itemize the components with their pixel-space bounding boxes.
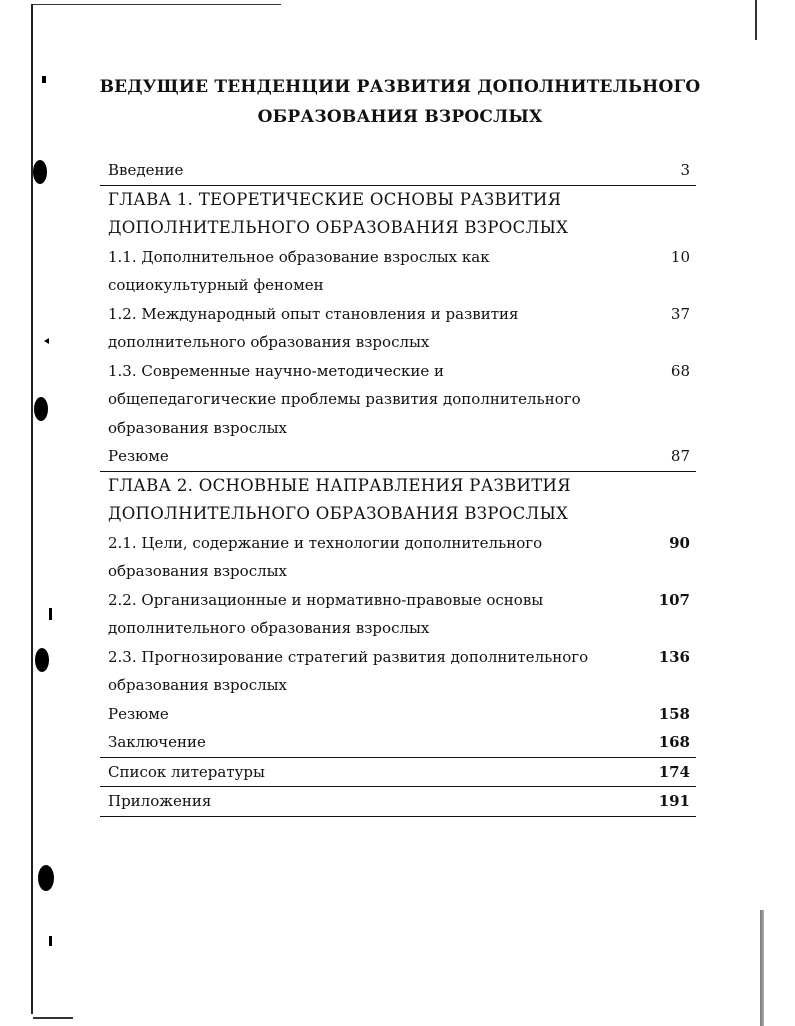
- punch-hole: [38, 865, 54, 891]
- toc-entry-page: 10: [670, 247, 690, 266]
- toc-entry-label-line: 1.2. Международный опыт становления и развития: [108, 304, 519, 323]
- toc-entry-label: Резюме: [108, 447, 169, 465]
- toc-entry-label-line: 2.3. Прогнозирование стратегий развития дополнительного: [108, 647, 589, 666]
- toc-entry-page: 107: [658, 590, 690, 609]
- chapter-1-heading-line-2: ДОПОЛНИТЕЛЬНОГО ОБРАЗОВАНИЯ ВЗРОСЛЫХ: [108, 218, 569, 237]
- toc-entry-label-line: дополнительного образования взрослых: [108, 619, 430, 637]
- toc-entry-page: 68: [670, 361, 690, 380]
- chapter-2-heading[interactable]: [100, 472, 696, 529]
- toc-entry-label-line: 2.2. Организационные и нормативно-правовые основы: [108, 590, 544, 609]
- scan-speck: [49, 608, 52, 620]
- toc-entry-page: 168: [658, 733, 690, 751]
- toc-entry-label: [108, 357, 581, 443]
- toc-entry-label-line: социокультурный феномен: [108, 276, 324, 294]
- toc-entry-label-line: 1.3. Современные научно-методические и: [108, 361, 445, 380]
- toc-entry-label-line: общепедагогические проблемы развития дополнительного: [108, 390, 581, 408]
- document-title: [90, 72, 710, 132]
- toc-entry-page: 3: [680, 161, 690, 179]
- toc-entry-label-line: образования взрослых: [108, 676, 288, 694]
- punch-hole: [35, 648, 49, 672]
- punch-hole: [34, 397, 48, 421]
- toc-entry-label-line: 1.1. Дополнительное образование взрослых как: [108, 247, 490, 266]
- chapter-2-heading-line-2: ДОПОЛНИТЕЛЬНОГО ОБРАЗОВАНИЯ ВЗРОСЛЫХ: [108, 504, 569, 523]
- toc-entry-section-1-1[interactable]: [100, 243, 696, 300]
- toc-entry-references[interactable]: [100, 758, 696, 787]
- title-line-2: ОБРАЗОВАНИЯ ВЗРОСЛЫХ: [257, 107, 543, 127]
- toc-entry-introduction[interactable]: [100, 156, 696, 185]
- toc-entry-page: 90: [669, 533, 690, 552]
- toc-entry-chapter-2-summary[interactable]: [100, 700, 696, 729]
- scan-edge-left: [31, 4, 33, 1014]
- toc-entry-page: 174: [658, 762, 690, 781]
- chapter-1-heading[interactable]: [100, 186, 696, 243]
- toc-entry-label: Введение: [108, 161, 184, 179]
- scan-speck: [42, 76, 46, 83]
- toc-entry-conclusion[interactable]: [100, 728, 696, 757]
- toc-entry-label: [108, 586, 543, 643]
- divider: [100, 816, 696, 817]
- toc-entry-label: Резюме: [108, 704, 169, 723]
- chapter-1-heading-line-1: ГЛАВА 1. ТЕОРЕТИЧЕСКИЕ ОСНОВЫ РАЗВИТИЯ: [108, 189, 562, 209]
- scan-edge-top: [31, 4, 281, 5]
- toc-entry-chapter-1-summary[interactable]: [100, 442, 696, 471]
- toc-entry-page: 87: [670, 447, 690, 465]
- scan-speck: [49, 936, 52, 946]
- toc-entry-section-1-2[interactable]: [100, 300, 696, 357]
- toc-entry-label-line: 2.1. Цели, содержание и технологии дополнительного: [108, 533, 543, 552]
- scan-speck: [44, 338, 49, 344]
- toc-entry-label: Список литературы: [108, 762, 265, 781]
- toc-entry-page: 37: [670, 304, 690, 323]
- toc-entry-appendices[interactable]: [100, 787, 696, 816]
- toc-entry-label: Приложения: [108, 792, 212, 810]
- toc-entry-label: [108, 529, 542, 586]
- toc-entry-label: [108, 643, 588, 700]
- chapter-2-heading-line-1: ГЛАВА 2. ОСНОВНЫЕ НАПРАВЛЕНИЯ РАЗВИТИЯ: [108, 475, 571, 495]
- punch-hole: [33, 160, 47, 184]
- toc-entry-label: Заключение: [108, 733, 206, 751]
- toc-entry-label-line: дополнительного образования взрослых: [108, 333, 430, 351]
- toc-entry-page: 136: [658, 647, 690, 666]
- toc-entry-label: [108, 243, 490, 300]
- scan-edge-bottom-right: [760, 910, 764, 1026]
- scan-edge-right: [755, 0, 757, 40]
- toc-entry-section-2-3[interactable]: [100, 643, 696, 700]
- toc-entry-page: 191: [658, 792, 690, 810]
- toc-entry-section-1-3[interactable]: [100, 357, 696, 443]
- toc-entry-label-line: образования взрослых: [108, 562, 288, 580]
- toc-entry-label-line: образования взрослых: [108, 418, 288, 437]
- toc-entry-label: [108, 300, 518, 357]
- toc-entry-section-2-2[interactable]: [100, 586, 696, 643]
- title-line-1: ВЕДУЩИЕ ТЕНДЕНЦИИ РАЗВИТИЯ ДОПОЛНИТЕЛЬНОГО: [99, 77, 701, 97]
- scan-edge-bottom: [33, 1017, 73, 1019]
- table-of-contents: [100, 156, 696, 817]
- toc-entry-page: 158: [658, 704, 690, 723]
- toc-entry-section-2-1[interactable]: [100, 529, 696, 586]
